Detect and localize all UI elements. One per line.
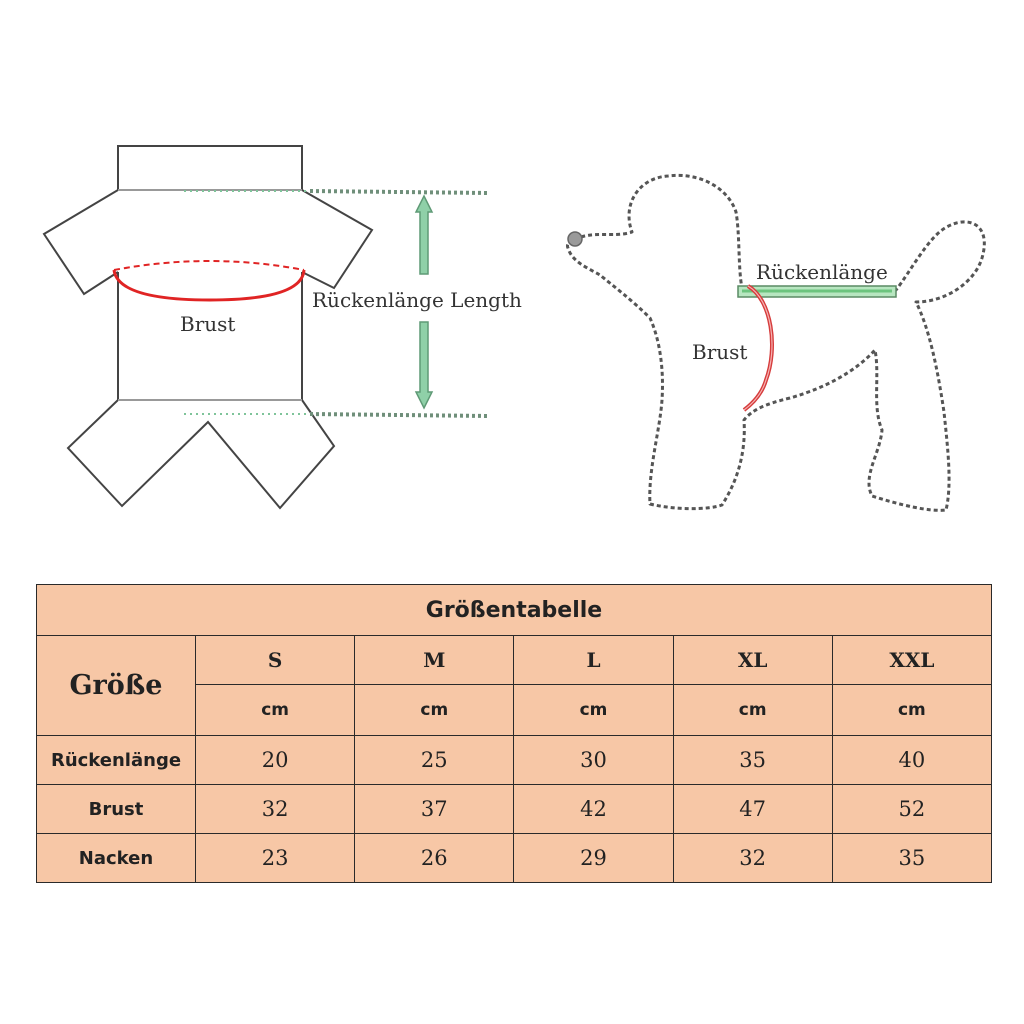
table-row bbox=[37, 736, 992, 785]
table-cell: 23 bbox=[196, 834, 355, 883]
table-cell: 47 bbox=[673, 785, 832, 834]
dog-outline bbox=[567, 175, 984, 510]
table-cell: 26 bbox=[355, 834, 514, 883]
chest-measure-ring bbox=[114, 261, 304, 300]
unit-cell: cm bbox=[514, 685, 673, 736]
shirt-length-label: Rückenlänge Length bbox=[312, 288, 522, 312]
table-title-row bbox=[37, 585, 992, 636]
table-row bbox=[37, 785, 992, 834]
table-cell: 29 bbox=[514, 834, 673, 883]
size-corner-label: Größe bbox=[37, 636, 196, 736]
dog-back-length-label: Rückenlänge bbox=[756, 260, 888, 284]
dog-back-length-bar bbox=[738, 286, 896, 297]
unit-cell: cm bbox=[832, 685, 991, 736]
size-header-l: L bbox=[514, 636, 673, 685]
size-header-m: M bbox=[355, 636, 514, 685]
size-table bbox=[36, 584, 992, 883]
dog-chest-measure-line bbox=[744, 286, 772, 410]
row-label-brust: Brust bbox=[37, 785, 196, 834]
size-header-row bbox=[37, 636, 992, 685]
table-title: Größentabelle bbox=[37, 585, 992, 636]
table-cell: 35 bbox=[832, 834, 991, 883]
table-cell: 52 bbox=[832, 785, 991, 834]
row-label-nacken: Nacken bbox=[37, 834, 196, 883]
table-row bbox=[37, 834, 992, 883]
table-cell: 35 bbox=[673, 736, 832, 785]
dog-chest-label: Brust bbox=[692, 340, 748, 364]
unit-cell: cm bbox=[673, 685, 832, 736]
size-header-s: S bbox=[196, 636, 355, 685]
table-cell: 32 bbox=[196, 785, 355, 834]
table-cell: 25 bbox=[355, 736, 514, 785]
size-header-xl: XL bbox=[673, 636, 832, 685]
unit-cell: cm bbox=[196, 685, 355, 736]
row-label-rueckenlaenge: Rückenlänge bbox=[37, 736, 196, 785]
table-cell: 37 bbox=[355, 785, 514, 834]
unit-cell: cm bbox=[355, 685, 514, 736]
table-cell: 42 bbox=[514, 785, 673, 834]
table-cell: 40 bbox=[832, 736, 991, 785]
table-cell: 32 bbox=[673, 834, 832, 883]
shirt-chest-label: Brust bbox=[180, 312, 236, 336]
table-cell: 30 bbox=[514, 736, 673, 785]
dog-nose-icon bbox=[568, 232, 582, 246]
table-cell: 20 bbox=[196, 736, 355, 785]
size-header-xxl: XXL bbox=[832, 636, 991, 685]
